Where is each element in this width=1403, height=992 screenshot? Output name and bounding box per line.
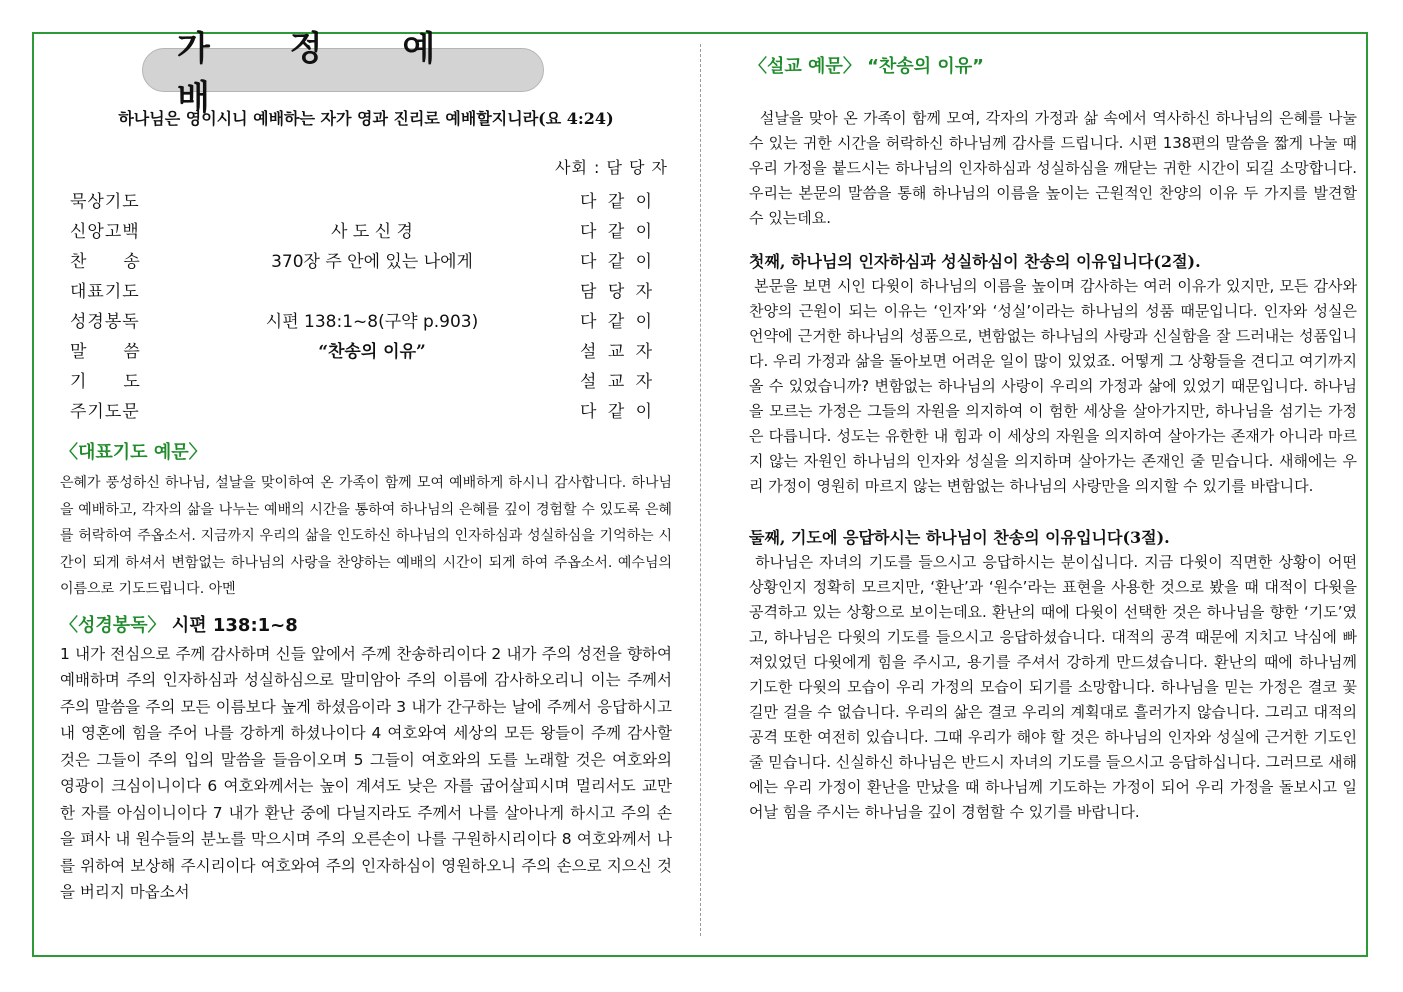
order-item-leader: 다 같 이 bbox=[580, 311, 656, 332]
reading-heading-label: 〈성경봉독〉 bbox=[60, 614, 166, 636]
order-item-leader: 다 같 이 bbox=[580, 251, 656, 272]
order-item-leader: 설 교 자 bbox=[580, 341, 656, 362]
order-item-leader: 설 교 자 bbox=[580, 371, 656, 392]
title-banner bbox=[142, 29, 544, 118]
order-row bbox=[60, 334, 672, 364]
order-row bbox=[60, 184, 672, 214]
prayer-heading: 〈대표기도 예문〉 bbox=[60, 442, 207, 463]
order-item-name: 찬 송 bbox=[70, 251, 141, 272]
order-row bbox=[60, 394, 672, 424]
order-row bbox=[60, 274, 672, 304]
theme-verse: 하나님은 영이시니 예배하는 자가 영과 진리로 예배할지니라(요 4:24) bbox=[118, 109, 614, 128]
point1-paragraph bbox=[749, 274, 1357, 499]
right-column bbox=[749, 52, 1357, 825]
order-item-name: 묵상기도 bbox=[70, 191, 140, 212]
order-item-leader: 다 같 이 bbox=[580, 221, 656, 242]
order-item-name: 주기도문 bbox=[70, 401, 140, 422]
column-divider bbox=[700, 44, 701, 936]
page-title: 가 정 예 배 bbox=[177, 29, 470, 118]
reading-reference: 시편 138:1~8 bbox=[165, 614, 298, 636]
order-item-content: “찬송의 이유” bbox=[318, 341, 426, 362]
order-item-name: 기 도 bbox=[70, 371, 141, 392]
order-item-name: 성경봉독 bbox=[70, 311, 140, 332]
order-item-name: 신앙고백 bbox=[70, 221, 140, 242]
point2-text: 하나님은 자녀의 기도를 들으시고 응답하시는 분이십니다. 지금 다윗이 직면한 상황이 어떤 상황인지 정확히 모르지만, ‘환난’과 ‘원수’라는 표현을 사용한 것으로 봤을 때 대적이 다윗을 공격하고 있는 상황으로 보이는데요. 환난의 때에 다윗이 선택한 것은 하나님을 향한 ‘기도’였고, 하나님은 다윗의 기도를 들으시고 응답하셨습니다. 대적의 공격 때문에 지치고 낙심에 빠져있었던 다윗에게 힘을 주시고, 용기를 주셔서 강하게 만드셨습니다. 환난의 때에 하나님께 기도한 다윗의 모습이 우리 가정의 모습이 되기를 소망합니다. 하나님을 믿는 가정은 결코 꽃길만 걸을 수 없습니다. 우리의 삶은 결코 우리의 계획대로 흘러가지 않습니다. 그리고 대적의 공격 또한 여전히 있습니다. 그때 우리가 해야 할 것은 하나님의 인자와 성실에 근거한 기도인 줄 믿습니다. 신실하신 하나님은 반드시 자녀의 기도를 들으시고 응답하십니다. 그러므로 새해에는 우리 가정이 환난을 만났을 때 하나님께 기도하는 가정이 되어 우리 가정을 돌보시고 일어날 힘을 주시는 하나님을 깊이 경험할 수 있기를 바랍니다. bbox=[749, 553, 1357, 821]
order-item-name: 대표기도 bbox=[70, 281, 140, 302]
order-item-content: 370장 주 안에 있는 나에게 bbox=[271, 251, 473, 272]
reading-heading bbox=[60, 611, 672, 637]
order-row bbox=[60, 364, 672, 394]
order-row bbox=[60, 214, 672, 244]
worship-order bbox=[60, 184, 672, 424]
order-item-content: 사 도 신 경 bbox=[331, 221, 413, 242]
host-label: 사회 : 담 당 자 bbox=[554, 158, 668, 177]
prayer-text: 은혜가 풍성하신 하나님, 설날을 맞이하여 온 가족이 함께 모여 예배하게 하시니 감사합니다. 하나님을 예배하고, 각자의 삶을 나누는 예배의 시간을 통하여 하나님의 은혜를 깊이 경험할 수 있도록 은혜를 허락하여 주옵소서. 지금까지 우리의 삶을 인도하신 하나님의 인자하심과 성실하심을 기억하는 시간이 되게 하셔서 변함없는 하나님의 사랑을 찬양하는 예배의 시간이 되게 하여 주옵소서. 예수님의 이름으로 기도드립니다. 아멘 bbox=[60, 475, 672, 597]
reading-text: 1 내가 전심으로 주께 감사하며 신들 앞에서 주께 찬송하리이다 2 내가 주의 성전을 향하여 예배하며 주의 인자하심과 성실하심으로 말미암아 주의 이름에 감사하오리니 이는 주께서 주의 말씀을 주의 모든 이름보다 높게 하셨음이라 3 내가 간구하는 날에 주께서 응답하시고 내 영혼에 힘을 주어 나를 강하게 하셨나이다 4 여호와여 세상의 모든 왕들이 주께 감사할 것은 그들이 주의 입의 말씀을 들음이오며 5 그들이 여호와의 도를 노래할 것은 여호와의 영광이 크심이니이다 6 여호와께서는 높이 계셔도 낮은 자를 굽어살피시며 멀리서도 교만한 자를 아심이니이다 7 내가 환난 중에 다닐지라도 주께서 나를 살아나게 하시고 주의 손을 펴사 내 원수들의 분노를 막으시며 주의 오른손이 나를 구원하시리이다 8 여호와께서 나를 위하여 보상해 주시리이다 여호와여 주의 인자하심이 영원하오니 주의 손으로 지으신 것을 버리지 마옵소서 bbox=[60, 644, 672, 901]
order-item-name: 말 씀 bbox=[70, 341, 141, 362]
order-item-leader: 담 당 자 bbox=[580, 281, 656, 302]
order-item-content: 시편 138:1~8(구약 p.903) bbox=[265, 311, 479, 332]
left-column bbox=[60, 29, 672, 906]
order-row bbox=[60, 304, 672, 334]
point1-title: 첫째, 하나님의 인자하심과 성실하심이 찬송의 이유입니다(2절). bbox=[749, 252, 1201, 271]
order-item-leader: 다 같 이 bbox=[580, 191, 656, 212]
point2-paragraph bbox=[749, 550, 1357, 825]
point2-title: 둘째, 기도에 응답하시는 하나님이 찬송의 이유입니다(3절). bbox=[749, 528, 1170, 547]
order-item-leader: 다 같 이 bbox=[580, 401, 656, 422]
point1-text: 본문을 보면 시인 다윗이 하나님의 이름을 높이며 감사하는 여러 이유가 있지만, 모든 감사와 찬양의 근원이 되는 이유는 ‘인자’와 ‘성실’이라는 하나님의 성품 때문입니다. 인자와 성실은 언약에 근거한 하나님의 성품으로, 변함없는 하나님의 사랑과 신실함을 잘 드러내는 성품입니다. 우리 가정과 삶을 돌아보면 어려운 일이 많이 있었죠. 어떻게 그 상황들을 견디고 여기까지 올 수 있었습니까? 변함없는 하나님의 사랑이 우리의 가정과 삶에 있었기 때문입니다. 하나님을 모르는 가정은 그들의 자원을 의지하여 이 험한 세상을 살아가지만, 하나님을 섬기는 가정은 다릅니다. 성도는 유한한 내 힘과 이 세상의 자원을 의지하여 살아가는 존재가 아니라 마르지 않는 자원인 하나님의 인자와 성실을 의지하며 살아가는 존재인 줄 믿습니다. 새해에는 우리 가정이 영원히 마르지 않는 변함없는 하나님의 사랑만을 의지할 수 있기를 바랍니다. bbox=[749, 277, 1357, 495]
sermon-heading: 〈설교 예문〉 “찬송의 이유” bbox=[749, 56, 984, 77]
sermon-intro bbox=[749, 106, 1357, 231]
order-row bbox=[60, 244, 672, 274]
sermon-intro-text: 설날을 맞아 온 가족이 함께 모여, 각자의 가정과 삶 속에서 역사하신 하나님의 은혜를 나눌 수 있는 귀한 시간을 허락하신 하나님께 감사를 드립니다. 시편 138편의 말씀을 짧게 나눌 때 우리 가정을 붙드시는 하나님의 인자하심과 성실하심을 깨닫는 귀한 시간이 되길 소망합니다. 우리는 본문의 말씀을 통해 하나님의 이름을 높이는 근원적인 찬양의 이유 두 가지를 발견할 수 있는데요. bbox=[749, 109, 1357, 227]
